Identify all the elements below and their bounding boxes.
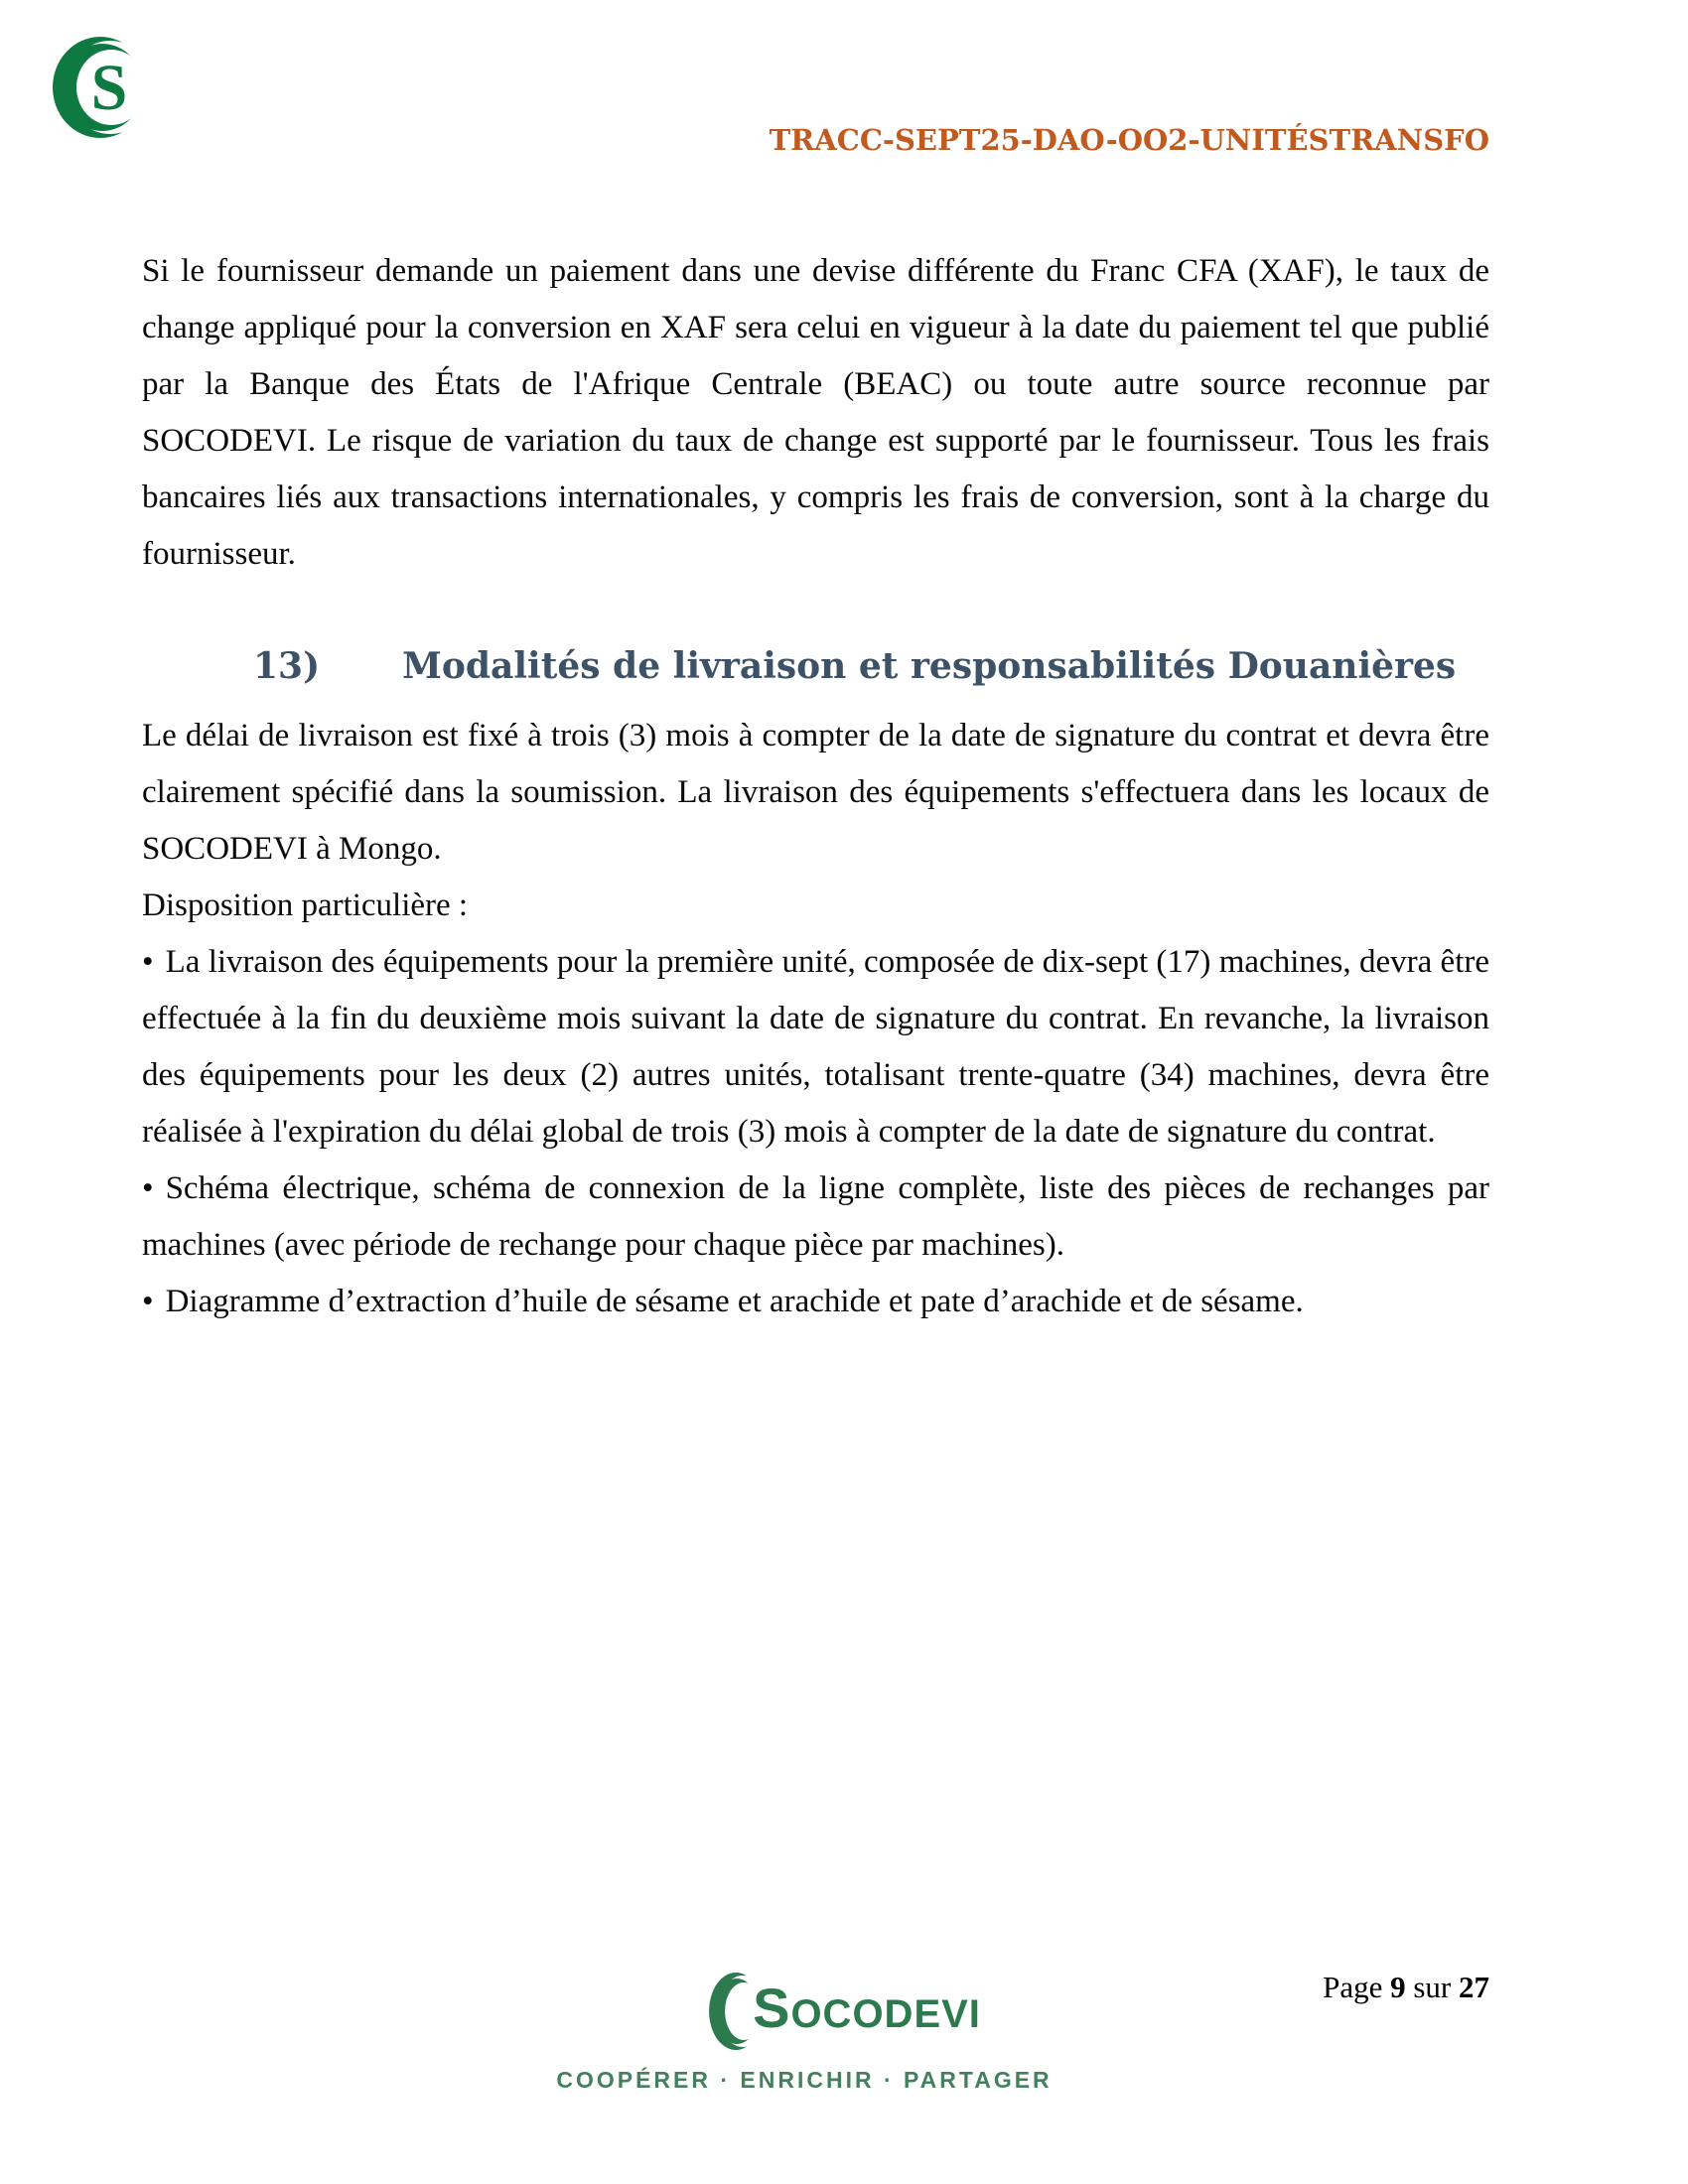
socodevi-footer-logo (707, 1970, 981, 2053)
bullet-icon: • (142, 944, 154, 980)
page-body (142, 243, 1489, 1330)
bullet-item-electrical-schema (142, 1160, 1489, 1274)
bullet-item-delivery-schedule (142, 934, 1489, 1160)
socodevi-crescent-s-logo-icon (50, 34, 151, 141)
page-number-separator: sur (1413, 1970, 1452, 2004)
bullet-item-extraction-diagram (142, 1274, 1489, 1330)
socodevi-wordmark: SOCODEVI (753, 1977, 981, 2039)
paragraph-disposition-label: Disposition particulière : (142, 887, 469, 923)
page-number (1323, 1970, 1489, 2005)
paragraph-payment-currency: Si le fournisseur demande un paiement dans une devise différente du Franc CFA (XAF), le taux de change appliqué pour la conversion en XAF sera celui en vigueur à la date du paiement tel que publié par la Banque des États de l'Afrique Centrale (BEAC) ou toute autre source reconnue par SOCODEVI. Le risque de variation du taux de change est supporté par le fournisseur. Tous les frais bancaires liés aux transactions internationales, y compris les frais de conversion, sont à la charge du fournisseur. (142, 253, 1489, 572)
bullet-icon: • (142, 1284, 154, 1319)
footer-tagline: COOPÉRER · ENRICHIR · PARTAGER (556, 2067, 1053, 2093)
bullet-icon: • (142, 1170, 154, 1206)
bullet-text: Schéma électrique, schéma de connexion de la ligne complète, liste des pièces de rechanges par machines (avec période de rechange pour chaque pièce par machines). (142, 1170, 1489, 1263)
paragraph-delivery-delay: Le délai de livraison est fixé à trois (3) mois à compter de la date de signature du contrat et devra être clairement spécifié dans la soumission. La livraison des équipements s'effectuera dans les locaux de SOCODEVI à Mongo. (142, 718, 1489, 867)
section-title: Modalités de livraison et responsabilités Douanières (402, 645, 1457, 687)
bullet-text: Diagramme d’extraction d’huile de sésame et arachide et pate d’arachide et de sésame. (165, 1284, 1304, 1319)
logo-letter: S (90, 52, 128, 124)
bullet-text: La livraison des équipements pour la première unité, composée de dix-sept (17) machines, devra être effectuée à la fin du deuxième mois suivant la date de signature du contrat. En revanche, la livraison des équipements pour les deux (2) autres unités, totalisant trente-quatre (34) machines, devra être réalisée à l'expiration du délai global de trois (3) mois à compter de la date de signature du contrat. (142, 944, 1489, 1150)
page-number-total: 27 (1459, 1970, 1489, 2004)
section-number: 13) (253, 645, 321, 687)
page-number-prefix: Page (1323, 1970, 1383, 2004)
section-heading-13 (142, 636, 1489, 696)
page-number-current: 9 (1390, 1970, 1406, 2004)
document-reference: TRACC-SEPT25-DAO-OO2-UNITÉSTRANSFO (769, 123, 1489, 157)
